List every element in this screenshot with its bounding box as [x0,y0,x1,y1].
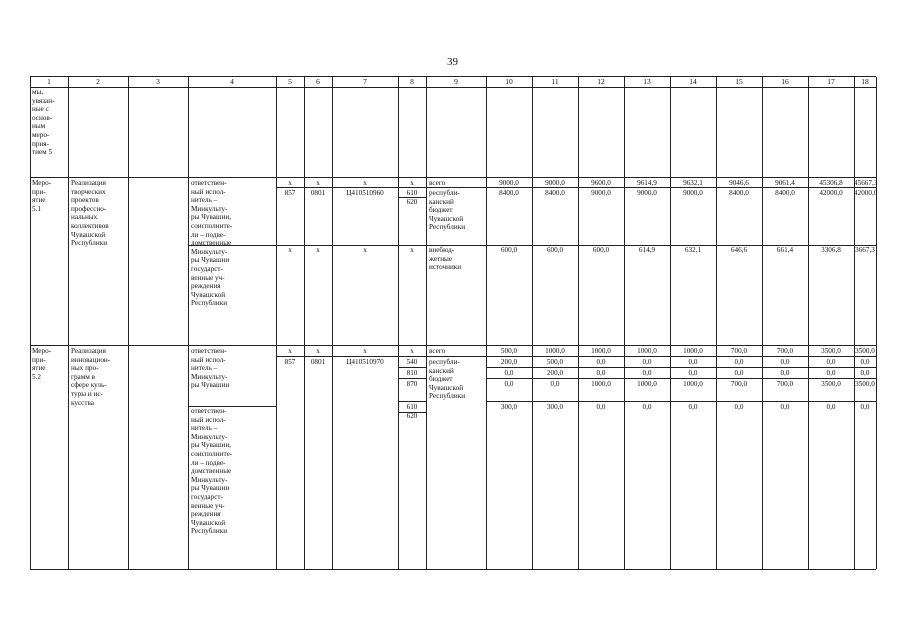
value-cell: 600,0 [546,246,564,254]
continuation-text: мы, увязан- ные с основ- ным меро- прия- тием 5 [32,88,55,157]
event-5-2-title: Реализация инновацион- ных про- грамм в сфере куль- туры и ис- кусства [71,347,111,407]
value-cell: 8400,0 [499,189,519,197]
table-grid [30,77,876,569]
value-cell: 9046,6 [729,179,749,187]
header-cell-8: 8 [410,77,414,86]
header-cell-18: 18 [861,77,869,86]
value-cell: 45667,3 [854,179,878,187]
value-cell: 8400,0 [775,189,795,197]
value-cell: 9614,9 [637,179,657,187]
value-cell: 0,0 [504,380,514,388]
value-cell: 0,0 [780,369,790,377]
code-grbs: 857 [284,358,296,366]
value-cell: 3667,3 [855,246,875,254]
value-cell: 646,6 [730,246,748,254]
event-5-2-coexecutor: ответствен- ный испол- нитель – Минкульту- ры Чувашии, соисполните- ли – подве- домственные Минкульту- ры Чувашии государст- венные уч- реждения Чувашской Республики [191,407,233,536]
code-section: 0801 [310,358,326,366]
value-cell: 0,0 [596,369,606,377]
value-cell: 600,0 [500,246,518,254]
value-cell: 661,4 [776,246,794,254]
value-cell: 0,0 [826,403,836,411]
value-cell: 3500,0 [821,380,841,388]
value-cell: 3500,0 [855,347,875,355]
value-cell: 0,0 [860,369,870,377]
value-cell: 1000,0 [545,347,565,355]
value-cell: 9000,0 [637,189,657,197]
column-rule [876,77,877,569]
header-cell-10: 10 [505,77,513,86]
header-cell-6: 6 [316,77,320,86]
header-cell-12: 12 [597,77,605,86]
value-cell: 0,0 [826,358,836,366]
header-cell-15: 15 [735,77,743,86]
code-section: x [316,246,320,254]
value-cell: 9000,0 [683,189,703,197]
column-rule [670,77,671,569]
value-cell: 0,0 [504,369,514,377]
value-cell: 614,9 [638,246,656,254]
value-cell: 600,0 [592,246,610,254]
code-section: x [316,347,320,355]
funding-source: республи- канский бюджет Чувашской Республики [429,358,466,401]
value-cell: 1000,0 [683,347,703,355]
value-cell: 9000,0 [545,179,565,187]
funding-source: всего [429,179,446,187]
column-rule [188,77,189,569]
page-number: 39 [447,56,458,68]
value-cell: 1000,0 [683,380,703,388]
header-cell-13: 13 [643,77,651,86]
event-5-1-label: Меро- при- ятие 5.1 [32,179,52,213]
code-grbs: x [288,347,292,355]
row-rule [276,356,876,357]
funding-source: республи- канский бюджет Чувашской Республики [429,189,466,232]
code-expense-type: x [410,347,414,355]
budget-table [30,76,876,570]
value-cell: 0,0 [642,369,652,377]
value-cell: 300,0 [546,403,564,411]
header-cell-4: 4 [230,77,234,86]
header-cell-2: 2 [96,77,100,86]
row-rule [398,401,426,402]
column-rule [128,77,129,569]
event-5-2-label: Меро- при- ятие 5.2 [32,347,52,381]
code-section: 0801 [310,189,326,197]
value-cell: 0,0 [780,403,790,411]
value-cell: 632,1 [684,246,702,254]
value-cell: 42000,0 [854,189,878,197]
row-rule [486,401,876,402]
header-cell-11: 11 [551,77,559,86]
column-rule [854,77,855,569]
code-expense-type: 540 [406,358,418,366]
value-cell: 9061,4 [775,179,795,187]
row-rule [30,345,876,346]
value-cell: 0,0 [550,380,560,388]
column-rule [426,77,427,569]
value-cell: 9000,0 [591,189,611,197]
funding-source: внебюд- жетные источники [429,246,462,272]
header-cell-5: 5 [288,77,292,86]
value-cell: 700,0 [730,380,748,388]
value-cell: 0,0 [596,358,606,366]
column-rule [716,77,717,569]
code-expense-type: 610 620 [406,189,418,206]
row-rule [486,378,876,379]
column-rule [30,77,31,569]
header-cell-1: 1 [47,77,51,86]
value-cell: 700,0 [776,380,794,388]
code-expense-type: x [410,179,414,187]
header-cell-14: 14 [689,77,697,86]
value-cell: 200,0 [500,358,518,366]
event-5-2-executor: ответствен- ный испол- нитель – Минкульту- ры Чувашии [191,347,230,390]
header-cell-9: 9 [454,77,458,86]
value-cell: 0,0 [642,358,652,366]
column-rule [808,77,809,569]
code-grbs: x [288,246,292,254]
funding-source: всего [429,347,446,355]
event-5-1-executor: ответствен- ный испол- нитель – Минкульту- ры Чувашии, соисполните- ли – подве- домственные Минкульту- ры Чувашии государст- венные уч- реждения Чувашской Республики [191,179,233,308]
value-cell: 9000,0 [499,179,519,187]
value-cell: 0,0 [734,369,744,377]
column-rule [332,77,333,569]
value-cell: 500,0 [546,358,564,366]
row-rule [398,367,426,368]
value-cell: 42000,0 [819,189,843,197]
value-cell: 0,0 [688,358,698,366]
column-rule [532,77,533,569]
code-expense-type: 610 620 [406,403,418,420]
column-rule [68,77,69,569]
value-cell: 0,0 [734,358,744,366]
value-cell: 9600,0 [591,179,611,187]
row-rule [486,367,876,368]
value-cell: 700,0 [730,347,748,355]
column-rule [486,77,487,569]
value-cell: 45306,8 [819,179,843,187]
code-grbs: 857 [284,189,296,197]
value-cell: 0,0 [596,403,606,411]
value-cell: 0,0 [688,369,698,377]
value-cell: 1000,0 [637,347,657,355]
value-cell: 0,0 [860,403,870,411]
value-cell: 700,0 [776,347,794,355]
code-section: x [316,179,320,187]
header-cell-16: 16 [781,77,789,86]
code-target: Ц410510970 [346,358,384,366]
value-cell: 0,0 [642,403,652,411]
value-cell: 3306,8 [821,246,841,254]
row-rule [30,177,876,178]
value-cell: 8400,0 [729,189,749,197]
header-cell-17: 17 [827,77,835,86]
value-cell: 500,0 [500,347,518,355]
value-cell: 0,0 [734,403,744,411]
value-cell: 0,0 [780,358,790,366]
value-cell: 8400,0 [545,189,565,197]
code-grbs: x [288,179,292,187]
code-target: x [363,246,367,254]
value-cell: 1000,0 [637,380,657,388]
header-cell-3: 3 [156,77,160,86]
value-cell: 1000,0 [591,347,611,355]
code-expense-type: 870 [406,380,418,388]
value-cell: 0,0 [860,358,870,366]
value-cell: 9632,1 [683,179,703,187]
code-expense-type: 810 [406,369,418,377]
column-rule [304,77,305,569]
value-cell: 300,0 [500,403,518,411]
value-cell: 3500,0 [821,347,841,355]
value-cell: 3500,0 [855,380,875,388]
row-rule [398,378,426,379]
value-cell: 0,0 [826,369,836,377]
column-rule [762,77,763,569]
code-target: Ц410510960 [346,189,384,197]
event-5-1-title: Реализация творческих проектов профессио- нальных коллективов Чувашской Республики [71,179,109,248]
column-rule [398,77,399,569]
column-rule [276,77,277,569]
column-rule [624,77,625,569]
code-target: x [363,179,367,187]
code-expense-type: x [410,246,414,254]
value-cell: 200,0 [546,369,564,377]
row-rule [30,87,876,88]
value-cell: 0,0 [688,403,698,411]
column-rule [578,77,579,569]
header-cell-7: 7 [363,77,367,86]
value-cell: 1000,0 [591,380,611,388]
code-target: x [363,347,367,355]
